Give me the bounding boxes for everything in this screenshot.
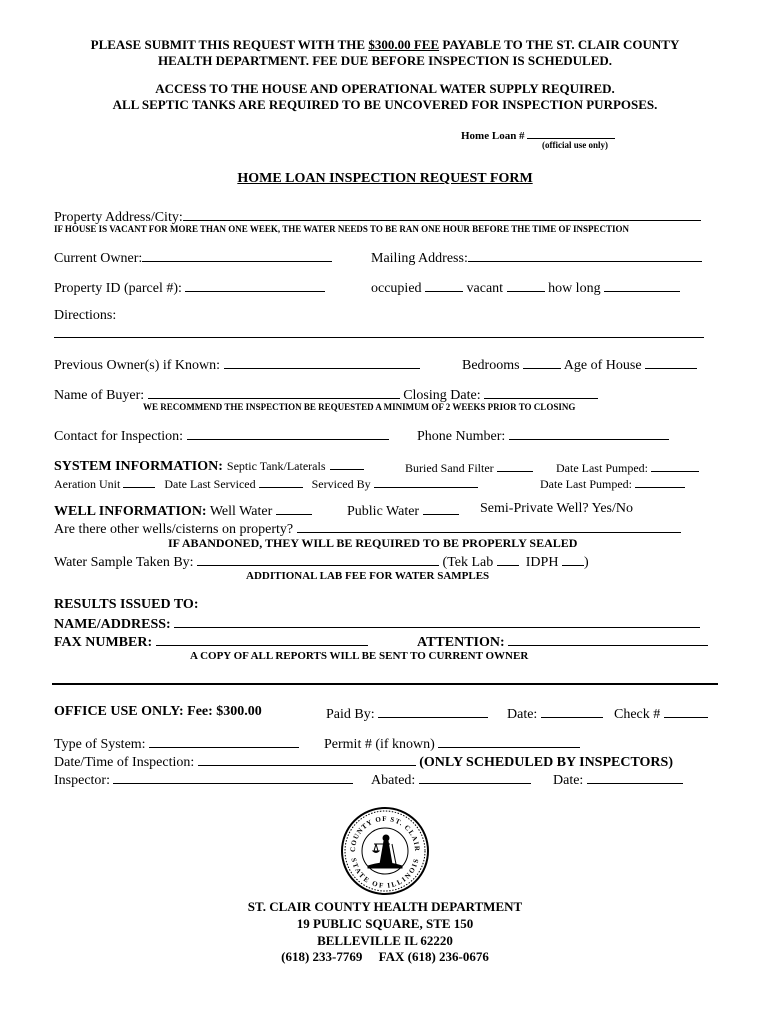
semi-private-field: Semi-Private Well? Yes/No [480, 501, 633, 516]
pumped-input[interactable] [651, 459, 699, 472]
well-water-label: Well Water [209, 504, 273, 519]
well-heading: WELL INFORMATION: [54, 504, 207, 519]
directions-label: Directions: [54, 308, 117, 323]
check-input[interactable] [664, 705, 708, 718]
section-divider [52, 683, 718, 685]
other-wells-label: Are there other wells/cisterns on property? [54, 522, 294, 537]
check-field [614, 705, 708, 722]
permit-field [324, 735, 580, 752]
property-id-label: Property ID (parcel #): [54, 281, 182, 296]
tek-lab-input[interactable] [497, 553, 519, 566]
date2-input[interactable] [587, 771, 683, 784]
lab-fee-note: ADDITIONAL LAB FEE FOR WATER SAMPLES [246, 570, 490, 582]
serviced-input[interactable] [259, 475, 303, 488]
abandoned-note: IF ABANDONED, THEY WILL BE REQUIRED TO BE PROPERLY SEALED [168, 536, 578, 550]
footer-city: BELLEVILLE IL 62220 [317, 933, 453, 948]
office-date-input[interactable] [541, 705, 603, 718]
county-seal-icon [340, 806, 430, 896]
paid-by-input[interactable] [378, 705, 488, 718]
pumped2-field [540, 475, 685, 490]
other-wells-input[interactable] [297, 520, 681, 533]
bedrooms-input[interactable] [523, 356, 561, 369]
pumped-field [556, 459, 699, 474]
aeration-input[interactable] [123, 475, 155, 488]
buyer-field [54, 386, 598, 403]
name-address-field [54, 615, 700, 632]
office-heading: OFFICE USE ONLY: Fee: $300.00 [54, 704, 262, 719]
age-label: Age of House [563, 358, 642, 373]
footer-address: 19 PUBLIC SQUARE, STE 150 [296, 916, 474, 931]
bedrooms-age-field [462, 356, 697, 373]
property-address-field [54, 208, 701, 225]
previous-owner-input[interactable] [224, 356, 420, 369]
occupied-input[interactable] [425, 279, 463, 292]
name-address-label: NAME/ADDRESS: [54, 617, 171, 632]
home-loan-input[interactable] [527, 126, 615, 139]
previous-owner-field [54, 356, 420, 373]
seal-top-text: COUNTY OF ST. CLAIR [348, 814, 422, 853]
property-id-field [54, 279, 325, 296]
close-paren: ) [583, 555, 589, 570]
header-line-2: HEALTH DEPARTMENT. FEE DUE BEFORE INSPECTION IS SCHEDULED. [157, 53, 613, 68]
buried-input[interactable] [497, 459, 533, 472]
serviced-label: Date Last Serviced [164, 477, 256, 491]
fax-input[interactable] [156, 633, 368, 646]
footer-phone: (618) 233-7769 FAX (618) 236-0676 [281, 949, 489, 964]
previous-owner-label: Previous Owner(s) if Known: [54, 358, 221, 373]
header-line-4: ALL SEPTIC TANKS ARE REQUIRED TO BE UNCOVERED FOR INSPECTION PURPOSES. [112, 97, 658, 112]
fax-label: FAX NUMBER: [54, 635, 153, 650]
date2-field [553, 771, 683, 788]
type-system-input[interactable] [149, 735, 299, 748]
tek-lab-label: (Tek Lab [442, 555, 494, 570]
sample-input[interactable] [197, 553, 439, 566]
serviced-by-label: Serviced By [311, 477, 371, 491]
official-use-note: (official use only) [542, 140, 608, 150]
vacant-input[interactable] [507, 279, 545, 292]
datetime-input[interactable] [198, 753, 416, 766]
phone-field [417, 427, 669, 444]
results-heading: RESULTS ISSUED TO: [54, 597, 199, 612]
header-text: PLEASE SUBMIT THIS REQUEST WITH THE [90, 37, 369, 52]
datetime-label: Date/Time of Inspection: [54, 755, 195, 770]
date2-label: Date: [553, 773, 584, 788]
system-row-1 [54, 457, 364, 474]
type-system-label: Type of System: [54, 737, 146, 752]
header-line-1 [0, 38, 770, 51]
septic-label: Septic Tank/Laterals [226, 459, 326, 473]
system-row-2 [54, 475, 478, 490]
mailing-address-field [371, 249, 702, 266]
vacant-note: IF HOUSE IS VACANT FOR MORE THAN ONE WEEK, THE WATER NEEDS TO BE RAN ONE HOUR BEFORE THE TIME OF INSPECTION [54, 224, 629, 234]
mailing-address-label: Mailing Address: [371, 251, 468, 266]
recommend-note: WE RECOMMEND THE INSPECTION BE REQUESTED A MINIMUM OF 2 WEEKS PRIOR TO CLOSING [143, 402, 576, 412]
septic-input[interactable] [330, 457, 364, 470]
type-system-field [54, 735, 299, 752]
occupied-label: occupied [371, 281, 422, 296]
check-label: Check # [614, 707, 661, 722]
abated-label: Abated: [371, 773, 416, 788]
pumped2-input[interactable] [635, 475, 685, 488]
bedrooms-label: Bedrooms [462, 358, 520, 373]
attention-label: ATTENTION: [417, 635, 505, 650]
well-water-input[interactable] [276, 502, 312, 515]
buried-sand-field [405, 459, 533, 474]
idph-label: IDPH [525, 555, 559, 570]
how-long-input[interactable] [604, 279, 680, 292]
contact-input[interactable] [187, 427, 389, 440]
buried-label: Buried Sand Filter [405, 461, 494, 475]
permit-input[interactable] [438, 735, 580, 748]
public-water-field [347, 502, 459, 519]
aeration-label: Aeration Unit [54, 477, 121, 491]
phone-input[interactable] [509, 427, 669, 440]
inspector-input[interactable] [113, 771, 353, 784]
copy-note: A COPY OF ALL REPORTS WILL BE SENT TO CURRENT OWNER [190, 650, 529, 662]
contact-label: Contact for Inspection: [54, 429, 184, 444]
contact-field [54, 427, 389, 444]
current-owner-label: Current Owner: [54, 251, 143, 266]
footer-org: ST. CLAIR COUNTY HEALTH DEPARTMENT [247, 899, 523, 914]
home-loan-label: Home Loan # [461, 130, 525, 142]
inspector-label: Inspector: [54, 773, 110, 788]
buyer-input[interactable] [148, 386, 400, 399]
header-text: PAYABLE TO THE ST. CLAIR COUNTY [439, 37, 680, 52]
pumped2-label: Date Last Pumped: [540, 477, 632, 491]
permit-label: Permit # (if known) [324, 737, 435, 752]
mailing-address-input[interactable] [468, 249, 702, 262]
age-input[interactable] [645, 356, 697, 369]
paid-by-field [326, 705, 488, 722]
fee-amount: $300.00 FEE [368, 37, 440, 52]
idph-input[interactable] [562, 553, 584, 566]
office-date-label: Date: [507, 707, 538, 722]
well-row-1 [54, 502, 312, 519]
form-title: HOME LOAN INSPECTION REQUEST FORM [237, 171, 533, 186]
name-address-input[interactable] [174, 615, 700, 628]
serviced-by-input[interactable] [374, 475, 478, 488]
public-water-input[interactable] [423, 502, 459, 515]
current-owner-input[interactable] [142, 249, 332, 262]
sample-field [54, 553, 589, 570]
property-id-input[interactable] [185, 279, 325, 292]
datetime-field [54, 753, 673, 770]
only-scheduled-note: (ONLY SCHEDULED BY INSPECTORS) [419, 755, 673, 770]
paid-by-label: Paid By: [326, 707, 375, 722]
header-line-3: ACCESS TO THE HOUSE AND OPERATIONAL WATER SUPPLY REQUIRED. [155, 81, 615, 96]
occupancy-field [371, 279, 680, 296]
closing-label: Closing Date: [403, 388, 481, 403]
office-date-field [507, 705, 603, 722]
phone-label: Phone Number: [417, 429, 506, 444]
attention-field [417, 633, 708, 650]
directions-input[interactable] [54, 325, 704, 338]
abated-field [371, 771, 531, 788]
sample-label: Water Sample Taken By: [54, 555, 194, 570]
inspector-field [54, 771, 353, 788]
attention-input[interactable] [508, 633, 708, 646]
public-water-label: Public Water [347, 504, 420, 519]
system-heading: SYSTEM INFORMATION: [54, 459, 223, 474]
other-wells-field [54, 520, 681, 537]
current-owner-field [54, 249, 332, 266]
property-address-label: Property Address/City: [54, 210, 183, 225]
how-long-label: how long [548, 281, 601, 296]
abated-input[interactable] [419, 771, 531, 784]
directions-field [54, 325, 704, 342]
buyer-label: Name of Buyer: [54, 388, 145, 403]
seal-bottom-text: STATE OF ILLINOIS [349, 857, 421, 890]
closing-input[interactable] [484, 386, 598, 399]
property-address-input[interactable] [183, 208, 701, 221]
pumped-label: Date Last Pumped: [556, 461, 648, 475]
vacant-label: vacant [466, 281, 504, 296]
fax-field [54, 633, 368, 650]
